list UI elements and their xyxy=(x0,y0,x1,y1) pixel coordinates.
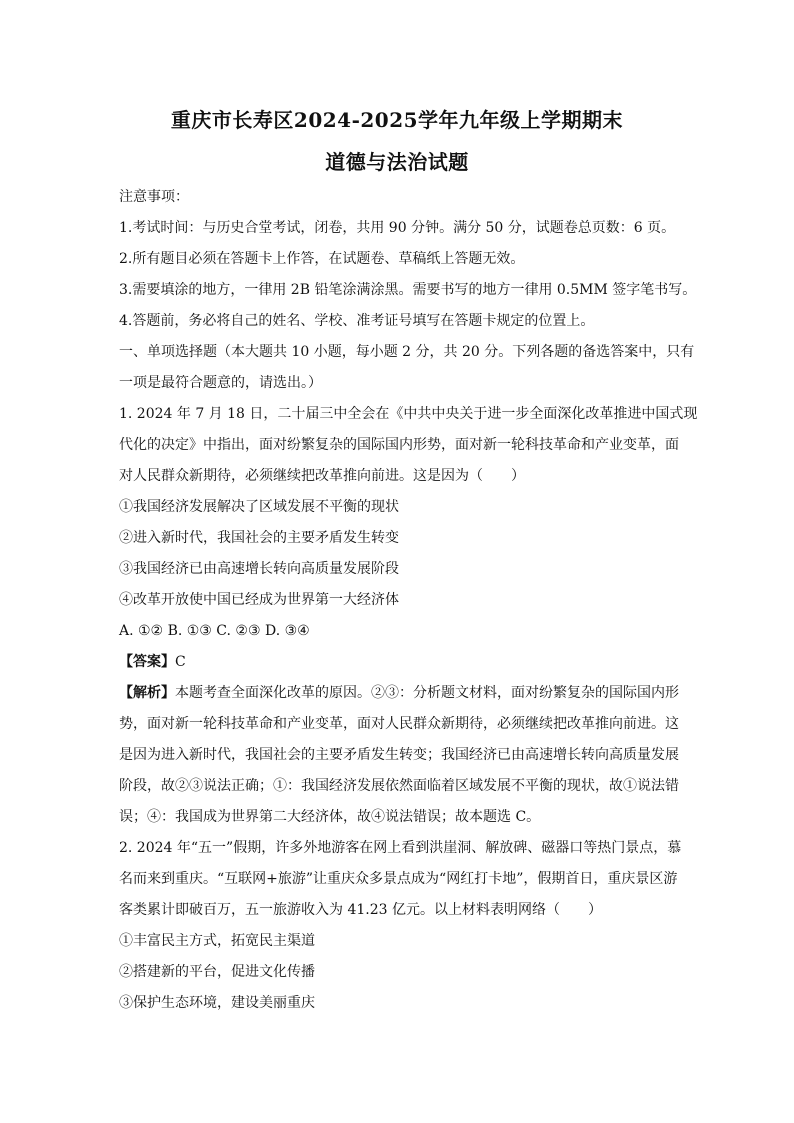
answer-label: 【答案】 xyxy=(119,654,175,670)
q1-stem-2: 代化的决定》中指出，面对纷繁复杂的国际国内形势，面对新一轮科技革命和产业变革，面 xyxy=(119,437,679,453)
section-heading-cont: 一项是最符合题意的，请选出。） xyxy=(119,375,322,391)
q1-option-4: ④改革开放使中国已经成为世界第一大经济体 xyxy=(119,592,399,608)
q1-choices: A. ①② B. ①③ C. ②③ D. ③④ xyxy=(119,623,310,639)
exam-title: 重庆市长寿区2024-2025学年九年级上学期期末 xyxy=(170,108,624,132)
analysis-label: 【解析】 xyxy=(119,685,175,701)
analysis-text: 本题考查全面深化改革的原因。②③：分析题文材料，面对纷繁复杂的国际国内形 xyxy=(175,685,679,701)
q1-analysis-3: 是因为进入新时代，我国社会的主要矛盾发生转变；我国经济已由高速增长转向高质量发展 xyxy=(119,747,679,763)
q1-option-2: ②进入新时代，我国社会的主要矛盾发生转变 xyxy=(119,530,399,546)
q1-stem-3: 对人民群众新期待，必须继续把改革推向前进。这是因为（ ） xyxy=(119,468,525,484)
q2-stem-1: 2. 2024 年“五一”假期，许多外地游客在网上看到洪崖洞、解放碑、磁器口等热门景点，慕 xyxy=(119,840,682,856)
q1-option-1: ①我国经济发展解决了区域发展不平衡的现状 xyxy=(119,499,399,515)
notice-item-4: 4.答题前，务必将自己的姓名、学校、准考证号填写在答题卡规定的位置上。 xyxy=(119,313,595,329)
notice-header: 注意事项： xyxy=(119,189,189,205)
answer-value: C xyxy=(175,654,186,670)
q1-analysis-5: 误；④：我国成为世界第二大经济体，故④说法错误；故本题选 C。 xyxy=(119,809,541,825)
q1-option-3: ③我国经济已由高速增长转向高质量发展阶段 xyxy=(119,561,399,577)
q2-option-3: ③保护生态环境，建设美丽重庆 xyxy=(119,995,315,1011)
q2-stem-3: 客类累计即破百万，五一旅游收入为 41.23 亿元。以上材料表明网络（ ） xyxy=(119,902,602,918)
q1-stem-1: 1. 2024 年 7 月 18 日，二十届三中全会在《中共中央关于进一步全面深化改革推进中国式现 xyxy=(119,406,698,422)
q1-analysis-4: 阶段，故②③说法正确；①：我国经济发展依然面临着区域发展不平衡的现状，故①说法错 xyxy=(119,778,679,794)
notice-item-1: 1.考试时间：与历史合堂考试，闭卷，共用 90 分钟。满分 50 分，试题卷总页数：6 页。 xyxy=(119,220,676,236)
q2-option-1: ①丰富民主方式，拓宽民主渠道 xyxy=(119,933,315,949)
q2-stem-2: 名而来到重庆。“互联网+旅游”让重庆众多景点成为“网红打卡地”，假期首日，重庆景区游 xyxy=(119,871,678,887)
q1-answer xyxy=(119,652,685,672)
q1-analysis-2: 势，面对新一轮科技革命和产业变革，面对人民群众新期待，必须继续把改革推向前进。这 xyxy=(119,716,679,732)
q2-option-2: ②搭建新的平台，促进文化传播 xyxy=(119,964,315,980)
q1-analysis-1 xyxy=(119,683,685,703)
exam-subtitle: 道德与法治试题 xyxy=(325,150,469,174)
notice-item-2: 2.所有题目必须在答题卡上作答，在试题卷、草稿纸上答题无效。 xyxy=(119,251,525,267)
section-heading: 一、单项选择题（本大题共 10 小题，每小题 2 分，共 20 分。下列各题的备选答案中，只有 xyxy=(119,344,695,360)
notice-item-3: 3.需要填涂的地方，一律用 2B 铅笔涂满涂黑。需要书写的地方一律用 0.5MM 签字笔书写。 xyxy=(119,282,697,298)
